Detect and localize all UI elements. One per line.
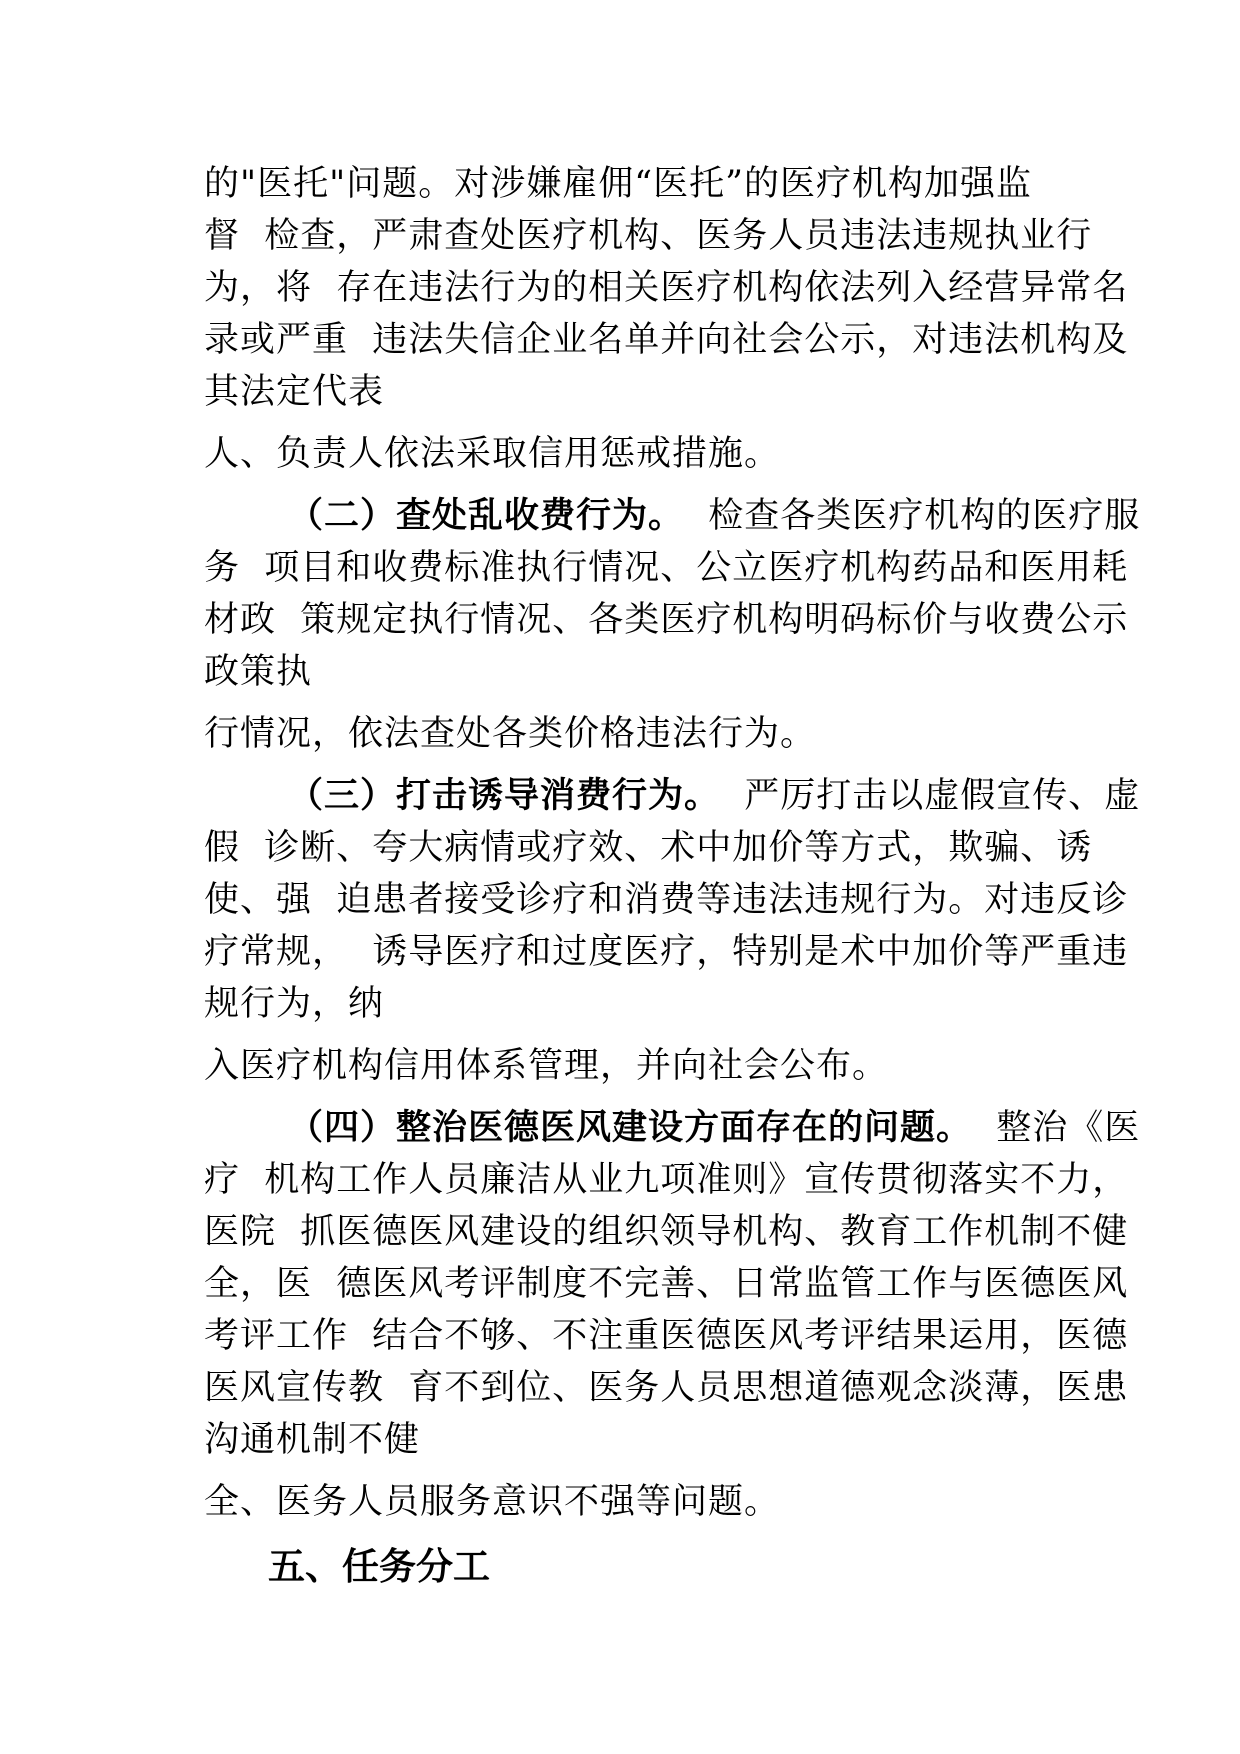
p3-tail: 入医疗机构信用体系管理，并向社会公布。 — [204, 1046, 889, 1086]
section-heading: 五、任务分工 — [268, 1545, 490, 1588]
p4-heading: （四）整治医德医风建设方面存在的问题。 — [288, 1108, 973, 1148]
p4-line-6: 医风宣传教 育不到位、医务人员思想道德观念淡薄，医患 — [204, 1368, 1129, 1408]
p1-line-4: 录或严重 违法失信企业名单并向社会公示，对违法机构及 — [204, 320, 1129, 360]
p2-line-4: 政策执 — [204, 652, 313, 692]
p2-tail: 行情况，依法查处各类价格违法行为。 — [204, 714, 817, 754]
p4-line-5: 考评工作 结合不够、不注重医德医风考评结果运用，医德 — [204, 1316, 1129, 1356]
p1-line-5: 其法定代表 — [204, 372, 385, 412]
p4-first-line — [288, 1106, 1140, 1150]
p3-heading: （三）打击诱导消费行为。 — [288, 776, 721, 816]
p3-line-4: 疗常规， 诱导医疗和过度医疗，特别是术中加价等严重违 — [204, 932, 1129, 972]
p2-line-3: 材政 策规定执行情况、各类医疗机构明码标价与收费公示 — [204, 600, 1129, 640]
p1-line-2: 督 检查，严肃查处医疗机构、医务人员违法违规执业行 — [204, 216, 1093, 256]
p1-tail: 人、负责人依法采取信用惩戒措施。 — [204, 434, 781, 474]
p2-heading: （二）查处乱收费行为。 — [288, 496, 685, 536]
p4-first-text: 整治《医 — [972, 1108, 1141, 1148]
p3-line-3: 使、强 迫患者接受诊疗和消费等违法违规行为。对违反诊 — [204, 880, 1129, 920]
p1-line-3: 为，将 存在违法行为的相关医疗机构依法列入经营异常名 — [204, 268, 1129, 308]
p3-first-text: 严厉打击以虚假宣传、虚 — [720, 776, 1141, 816]
p4-line-7: 沟通机制不健 — [204, 1420, 421, 1460]
p4-line-2: 疗 机构工作人员廉洁从业九项准则》宣传贯彻落实不力， — [204, 1160, 1129, 1200]
p2-line-2: 务 项目和收费标准执行情况、公立医疗机构药品和医用耗 — [204, 548, 1129, 588]
p2-first-text: 检查各类医疗机构的医疗服 — [684, 496, 1141, 536]
p3-line-2: 假 诊断、夸大病情或疗效、术中加价等方式，欺骗、诱 — [204, 828, 1093, 868]
p2-first-line — [288, 494, 1140, 538]
p3-line-5: 规行为，纳 — [204, 984, 385, 1024]
p4-line-3: 医院 抓医德医风建设的组织领导机构、教育工作机制不健 — [204, 1212, 1129, 1252]
p4-line-4: 全，医 德医风考评制度不完善、日常监管工作与医德医风 — [204, 1264, 1129, 1304]
p4-tail: 全、医务人员服务意识不强等问题。 — [204, 1482, 781, 1522]
p3-first-line — [288, 774, 1140, 818]
p1-line-1: 的"医托"问题。对涉嫌雇佣“医托”的医疗机构加强监 — [204, 164, 1032, 204]
